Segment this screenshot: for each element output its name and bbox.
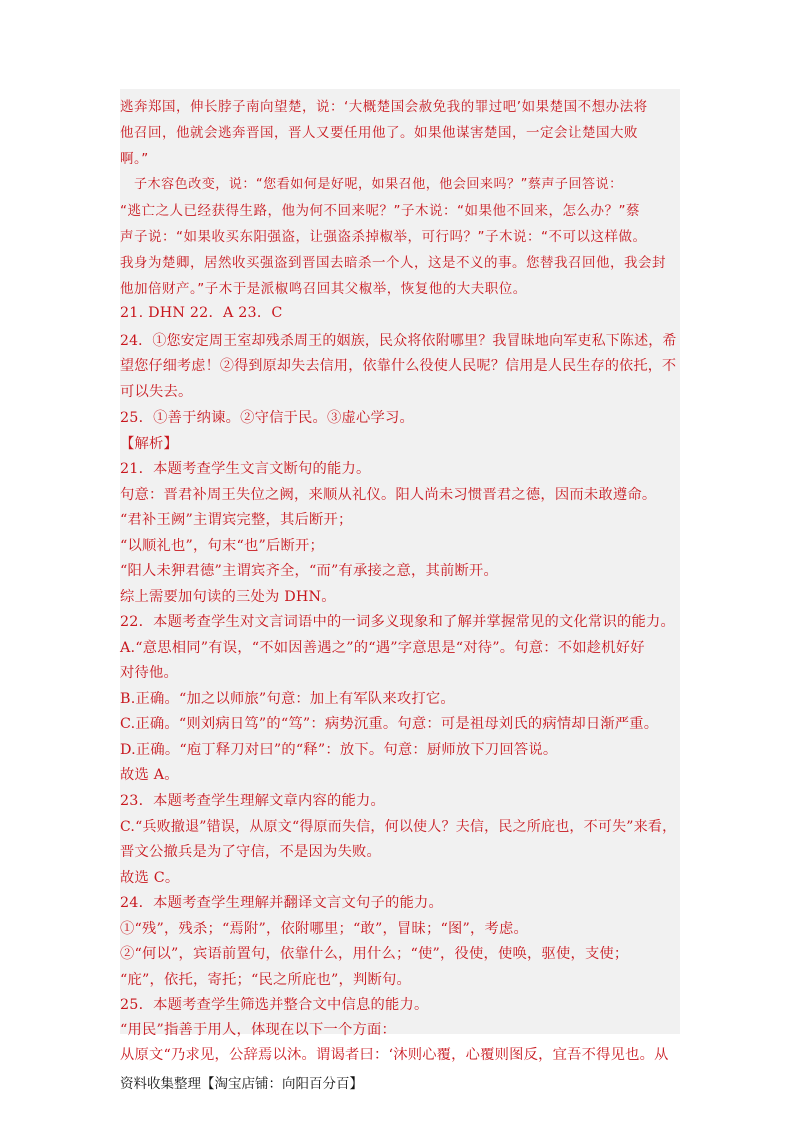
analysis-line: 25．本题考查学生筛选并整合文中信息的能力。 [120, 997, 429, 1013]
analysis-line: 21．本题考查学生文言文断句的能力。 [120, 461, 371, 477]
translation-line: 我身为楚卿，居然收买强盗到晋国去暗杀一个人，这是不义的事。您替我召回他，我会封 [120, 255, 666, 271]
analysis-line: 从原文“乃求见，公辞焉以沐。谓谒者曰：‘沐则心覆，心覆则图反，宜吾不得见也。从 [120, 1047, 669, 1063]
analysis-line: C.“兵败撤退”错误，从原文“得原而失信，何以使人？夫信，民之所庇也，不可失”来看， [120, 819, 677, 835]
translation-line: 声子说：“如果收买东阳强盗，让强盗杀掉椒举，可行吗？”子木说：“不可以这样做。 [120, 229, 647, 245]
analysis-line: C.正确。“则刘病日笃”的“笃”：病势沉重。句意：可是祖母刘氏的病情却日渐严重。 [120, 716, 659, 732]
translation-line: 逃奔郑国，伸长脖子南向望楚，说：‘大概楚国会赦免我的罪过吧’如果楚国不想办法将 [120, 99, 648, 115]
analysis-line: ①“残”，残杀；“焉附”，依附哪里；“敢”，冒昧；“图”，考虑。 [120, 921, 528, 937]
analysis-line: “阳人未狎君德”主谓宾齐全，“而”有承接之意，其前断开。 [120, 563, 498, 579]
analysis-line: B.正确。“加之以师旅”句意：加上有军队来攻打它。 [120, 691, 455, 707]
analysis-line: 23．本题考查学生理解文章内容的能力。 [120, 793, 386, 809]
analysis-line: “用民”指善于用人，体现在以下一个方面： [120, 1022, 396, 1038]
answer-line: 望您仔细考虑！②得到原却失去信用，依靠什么役使人民呢？信用是人民生存的依托，不 [120, 358, 677, 374]
answer-line: 可以失去。 [120, 384, 193, 400]
answer-line: 21. DHN 22．A 23．C [120, 305, 283, 321]
answer-line: 25．①善于纳谏。②守信于民。③虚心学习。 [120, 410, 415, 426]
analysis-line: 22．本题考查学生对文言词语中的一词多义现象和了解并掌握常见的文化常识的能力。 [120, 614, 675, 630]
analysis-line: 句意：晋君补周王失位之阙，来顺从礼仪。阳人尚未习惯晋君之德，因而未敢遵命。 [120, 487, 657, 503]
document-body [120, 89, 680, 1063]
analysis-line: “庇”，依托，寄托；“民之所庇也”，判断句。 [120, 972, 411, 988]
translation-line: 子木容色改变，说：“您看如何是好呢，如果召他，他会回来吗？”蔡声子回答说： [134, 177, 623, 192]
analysis-heading: 【解析】 [120, 436, 178, 452]
translation-line: 他召回，他就会逃奔晋国，晋人又要任用他了。如果他谋害楚国，一定会让楚国大败 [120, 125, 638, 141]
translation-line: 他加倍财产。”子木于是派椒鸣召回其父椒举，恢复他的大夫职位。 [120, 281, 527, 297]
page-footer: 资料收集整理【淘宝店铺：向阳百分百】 [120, 1076, 363, 1092]
analysis-line: 故选 C。 [120, 870, 180, 886]
analysis-line: 对待他。 [120, 665, 178, 681]
analysis-line: 故选 A。 [120, 767, 179, 783]
translation-line: “逃亡之人已经获得生路，他为何不回来呢？”子木说：“如果他不回来，怎么办？”蔡 [120, 203, 640, 219]
analysis-line: ②“何以”，宾语前置句，依靠什么，用什么；“使”，役使，使唤，驱使，支使； [120, 946, 629, 962]
translation-line: 啊。” [120, 151, 149, 167]
analysis-line: A.“意思相同”有误，“不如因善遇之”的“遇”字意思是“对待”。句意：不如趁机好好 [120, 640, 645, 656]
analysis-line: 24．本题考查学生理解并翻译文言文句子的能力。 [120, 895, 444, 911]
analysis-line: 晋文公撤兵是为了守信，不是因为失败。 [120, 844, 381, 860]
analysis-line: “君补王阙”主谓宾完整，其后断开； [120, 512, 353, 528]
answer-line: 24．①您安定周王室却残杀周王的姻族，民众将依附哪里？我冒昧地向军吏私下陈述，希 [120, 333, 677, 349]
analysis-line: 综上需要加句读的三处为 DHN。 [120, 589, 336, 605]
analysis-line: D.正确。“庖丁释刀对曰”的“释”：放下。句意：厨师放下刀回答说。 [120, 742, 558, 758]
analysis-line: “以顺礼也”，句末“也”后断开； [120, 538, 324, 554]
